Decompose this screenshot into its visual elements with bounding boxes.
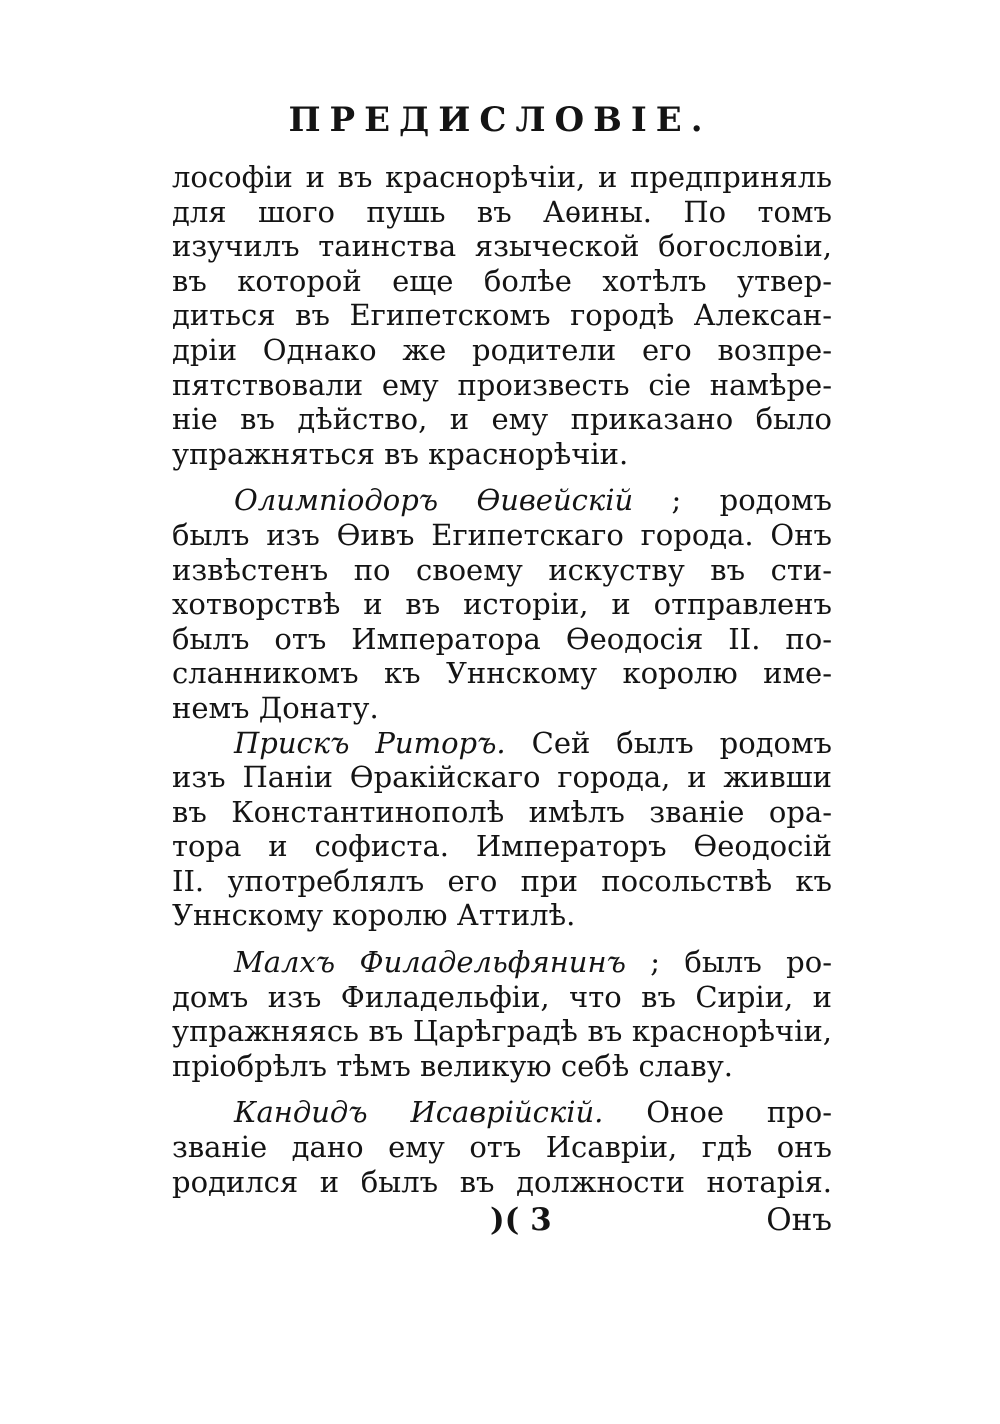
signature-mark: )( 3 [490,1202,552,1238]
text-line: дрiи Однако же родители его возпре- [172,332,832,367]
text-line: для шого пушь въ Аѳины. По томъ [172,194,832,229]
running-head: ПРЕДИСЛОВIЕ. [288,100,712,140]
paragraph-gap [172,471,832,483]
text-line: званiе дано ему отъ Исаврiи, гдѣ онъ [172,1130,832,1165]
text-line: извѣстенъ по своему искуству въ сти- [172,552,832,587]
text-line: былъ изъ Ѳивъ Египетскаго города. Онъ [172,517,832,552]
catchword: Онъ [766,1202,832,1238]
text-line: хотворствѣ и въ исторiи, и отправленъ [172,587,832,622]
text-line: пятствовали ему произвесть сiе намѣре- [172,367,832,402]
text-line: изучилъ таинства языческой богословiи, [172,229,832,264]
text-line: сланникомъ къ Уннскому королю име- [172,656,832,691]
text-line: домъ изъ Филадельфiи, что въ Сирiи, и [172,979,832,1014]
text-line: Уннскому королю Аттилѣ. [172,898,576,933]
text-line [172,726,832,761]
text-line: прiобрѣлъ тѣмъ великую себѣ славу. [172,1048,734,1083]
text-line: тора и софиста. Императоръ Ѳеодосiй [172,829,832,864]
page-footer [172,1202,832,1242]
line-text: ; былъ ро- [650,945,832,980]
text-line: упражняться въ краснорѣчiи. [172,436,629,471]
text-line: изъ Панiи Ѳракiйскаго города, и живши [172,760,832,795]
text-line [172,1095,832,1130]
text-line: II. употреблялъ его при посольствѣ къ [172,863,832,898]
line-text: ; родомъ [671,483,832,518]
body-text [172,160,832,1199]
text-line: въ которой еще болѣе хотѣлъ утвер- [172,263,832,298]
paragraph-gap [172,933,832,945]
text-line [172,483,832,518]
author-name: Кандидъ Исаврiйскiй. [234,1095,604,1130]
paragraph-gap [172,1083,832,1095]
paragraph [172,483,832,725]
text-line: упражняясь въ Царѣградѣ въ краснорѣчiи, [172,1014,832,1049]
text-line: диться въ Египетскомъ городѣ Алексан- [172,298,832,333]
text-line: родился и былъ въ должности нотарiя. [172,1164,832,1199]
author-name: Прискъ Риторъ. [234,725,506,760]
line-text: Оное про- [646,1095,832,1130]
text-line: былъ отъ Императора Ѳеодосiя II. по- [172,621,832,656]
line-text: Сей былъ родомъ [531,725,832,760]
text-line: лософiи и въ краснорѣчiи, и предприняль [172,160,832,194]
author-name: Малхъ Филадельфянинъ [234,945,626,980]
text-line [172,945,832,980]
paragraph [172,726,832,934]
text-line: въ Константинополѣ имѣлъ званiе ора- [172,794,832,829]
text-line: нiе въ дѣйство, и ему приказано было [172,402,832,437]
paragraph [172,1095,832,1199]
paragraph [172,945,832,1083]
text-line: немъ Донату. [172,690,379,725]
paragraph [172,160,832,471]
author-name: Олимпiодоръ Ѳивейскiй [234,483,634,518]
